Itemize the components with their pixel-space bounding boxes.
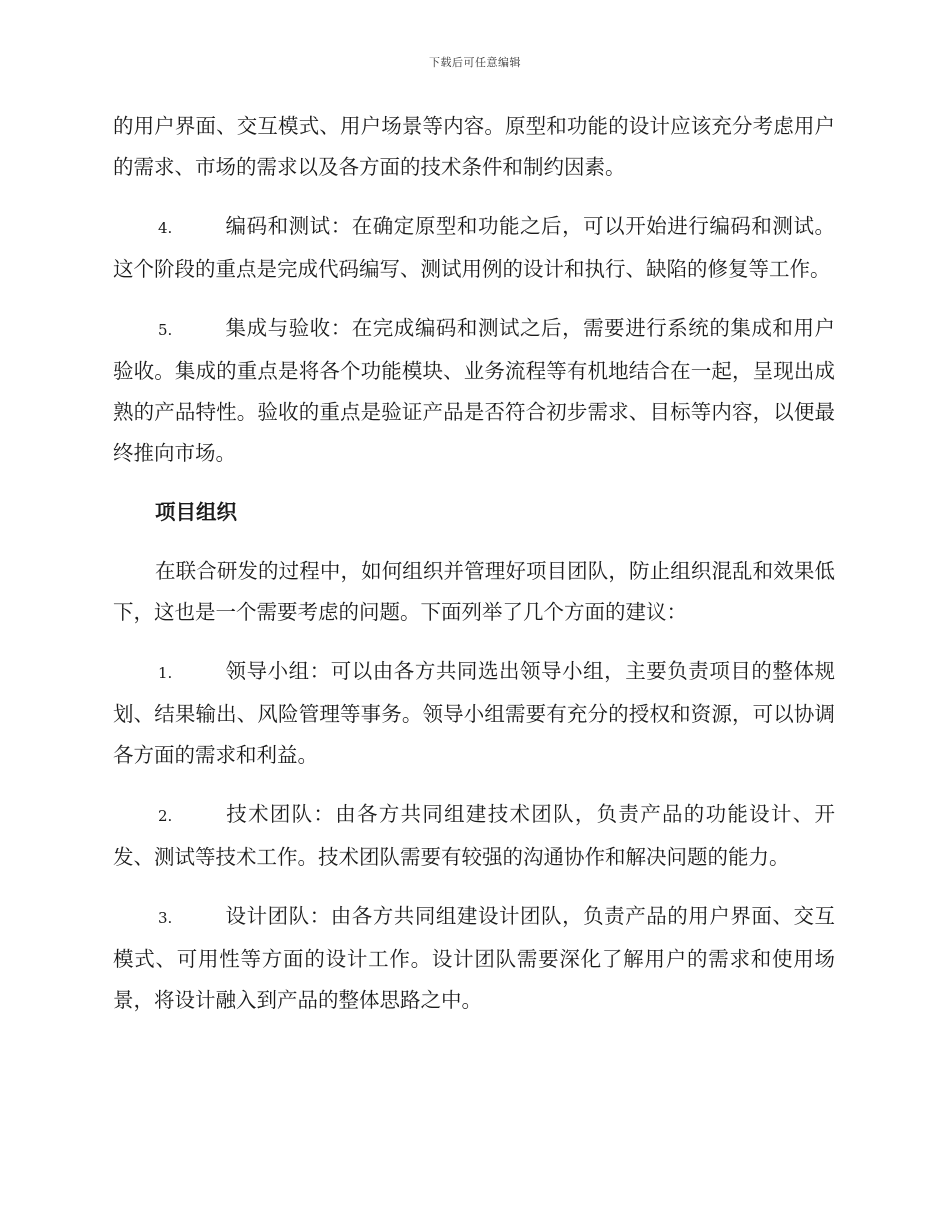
list-item-integration-acceptance (113, 308, 835, 474)
list-item-text: 集成与验收：在完成编码和测试之后，需要进行系统的集成和用户验收。集成的重点是将各个功能模块、业务流程等有机地结合在一起，呈现出成熟的产品特性。验收的重点是验证产品是否符合初步需求、目标等内容，以便最终推向市场。 (113, 316, 835, 465)
section-heading: 项目组织 (155, 500, 237, 524)
list-item-design-team (113, 896, 835, 1021)
list-item-text: 领导小组：可以由各方共同选出领导小组，主要负责项目的整体规划、结果输出、风险管理等事务。领导小组需要有充分的授权和资源，可以协调各方面的需求和利益。 (113, 659, 835, 767)
list-item-text: 设计团队：由各方共同组建设计团队，负责产品的用户界面、交互模式、可用性等方面的设计工作。设计团队需要深化了解用户的需求和使用场景，将设计融入到产品的整体思路之中。 (113, 904, 835, 1012)
list-item-tech-team (113, 794, 835, 878)
list-item-coding-testing (113, 206, 835, 290)
list-number: 3. (158, 909, 173, 927)
list-number: 4. (158, 219, 173, 237)
paragraph-continued: 的用户界面、交互模式、用户场景等内容。原型和功能的设计应该充分考虑用户的需求、市场的需求以及各方面的技术条件和制约因素。 (113, 114, 835, 179)
list-number: 5. (158, 321, 173, 339)
list-number: 2. (158, 807, 173, 825)
list-number: 1. (158, 664, 173, 682)
document-body (113, 106, 835, 1039)
section-intro-paragraph: 在联合研发的过程中，如何组织并管理好项目团队，防止组织混乱和效果低下，这也是一个需要考虑的问题。下面列举了几个方面的建议： (113, 559, 835, 624)
list-item-text: 编码和测试：在确定原型和功能之后，可以开始进行编码和测试。这个阶段的重点是完成代码编写、测试用例的设计和执行、缺陷的修复等工作。 (113, 214, 835, 281)
page-header: 下载后可任意编辑 (429, 56, 521, 69)
list-item-leadership-group (113, 651, 835, 776)
list-item-text: 技术团队：由各方共同组建技术团队，负责产品的功能设计、开发、测试等技术工作。技术团队需要有较强的沟通协作和解决问题的能力。 (113, 802, 835, 869)
